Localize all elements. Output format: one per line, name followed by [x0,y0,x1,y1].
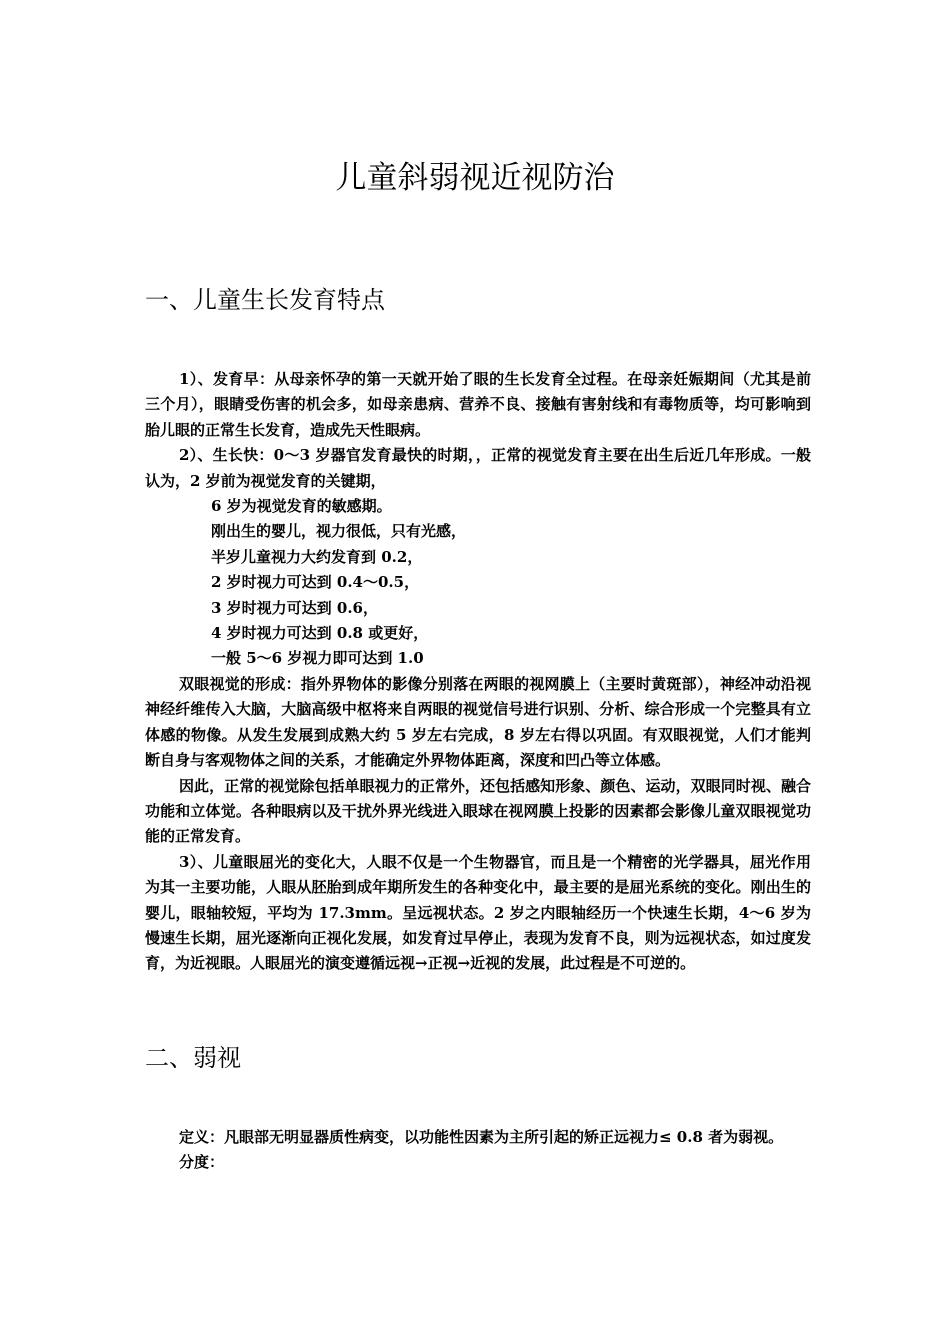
list-item: 半岁儿童视力大约发育到 0.2， [211,547,423,566]
paragraph: 1）、发育早：从母亲怀孕的第一天就开始了眼的生长发育全过程。在母亲妊娠期间（尤其是前三个月），眼睛受伤害的机会多，如母亲患病、营养不良、接触有害射线和有毒物质等，均可影响到胎儿眼的正常生长发育，造成先天性眼病。 [145,370,811,439]
section-2-body [145,1125,811,1176]
list-item: 刚出生的婴儿，视力很低，只有光感， [211,522,467,541]
paragraph: 因此，正常的视觉除包括单眼视力的正常外，还包括感知形象、颜色、运动，双眼同时视、融合功能和立体觉。各种眼病以及干扰外界光线进入眼球在视网膜上投影的因素都会影像儿童双眼视觉功能的正常发育。 [145,776,811,846]
section-1-body [145,367,811,977]
paragraph: 双眼视觉的形成：指外界物体的影像分别落在两眼的视网膜上（主要时黄斑部），神经冲动沿视神经纤维传入大脑，大脑高级中枢将来自两眼的视觉信号进行识别、分析、综合形成一个完整具有立体感的物像。从发生发展到成熟大约 5 岁左右完成，8 岁左右得以巩固。有双眼视觉，人们才能判断自身与客观物体之间的关系，才能确定外界物体距离，深度和凹凸等立体感。 [145,674,811,770]
document-title: 儿童斜弱视近视防治 [335,160,615,196]
section-heading-2: 二、弱视 [145,1044,241,1072]
paragraph: 2）、生长快：0～3 岁器官发育最快的时期，，正常的视觉发育主要在出生后近几年形成。一般认为，2 岁前为视觉发育的关键期， [145,446,811,490]
paragraph: 定义：凡眼部无明显器质性病变，以功能性因素为主所引起的矫正远视力≤ 0.8 者为弱视。 [179,1128,784,1146]
list-item: 3 岁时视力可达到 0.6， [211,598,378,617]
paragraph: 分度： [179,1153,225,1172]
list-item: 6 岁为视觉发育的敏感期。 [211,497,392,516]
list-item: 2 岁时视力可达到 0.4～0.5， [211,573,420,592]
section-heading-1: 一、儿童生长发育特点 [145,286,385,314]
list-item: 4 岁时视力可达到 0.8 或更好， [211,624,429,643]
list-item: 一般 5～6 岁视力即可达到 1.0 [211,649,424,668]
paragraph: 3）、儿童眼屈光的变化大，人眼不仅是一个生物器官，而且是一个精密的光学器具，屈光作用为其一主要功能，人眼从胚胎到成年期所发生的各种变化中，最主要的是屈光系统的变化。刚出生的婴儿，眼轴较短，平均为 17.3mm。呈远视状态。2 岁之内眼轴经历一个快速生长期，4～6 岁为慢速生长期，屈光逐渐向正视化发展，如发育过早停止，表现为发育不良，则为远视状态，如过度发育，为近视眼。人眼屈光的演变遵循远视→正视→近视的发展，此过程是不可逆的。 [145,852,811,973]
